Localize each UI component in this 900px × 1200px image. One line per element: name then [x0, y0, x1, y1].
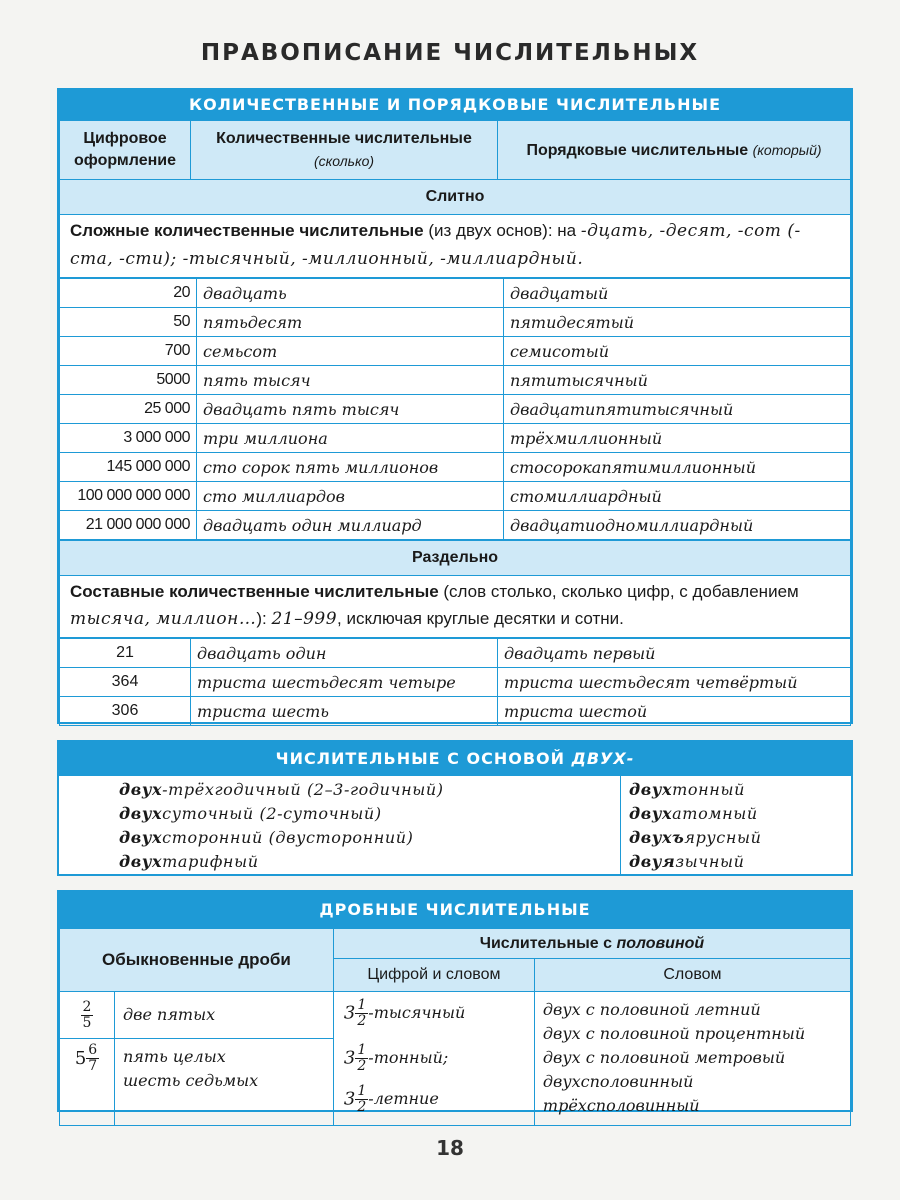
- cardinal-cell: три миллиона: [197, 424, 504, 453]
- ordinal-cell: триста шестой: [498, 697, 851, 726]
- dvukh-stem: двух: [119, 780, 163, 799]
- table-row: [60, 697, 851, 726]
- number-cell: 306: [60, 697, 191, 726]
- word-example: двухсполовинный: [542, 1072, 694, 1091]
- together-label: Слитно: [60, 180, 851, 215]
- word-example: трёхсполовинный: [542, 1096, 700, 1115]
- ordinal-cell: семисотый: [504, 337, 851, 366]
- ordinal-cell: стомиллиардный: [504, 482, 851, 511]
- number-cell: 3 000 000: [60, 424, 197, 453]
- table-row: [60, 482, 851, 511]
- cardinal-cell: сто сорок пять миллионов: [197, 453, 504, 482]
- number-cell: 145 000 000: [60, 453, 197, 482]
- number-cell: 5000: [60, 366, 197, 395]
- digit-word-item: [344, 998, 528, 1029]
- dvukh-word: [629, 850, 851, 874]
- table-row: [60, 639, 851, 668]
- number-cell: 364: [60, 668, 191, 697]
- dvukh-stem: двух: [629, 780, 673, 799]
- ordinal-cell: двадцатый: [504, 279, 851, 308]
- denominator: 2: [357, 1058, 367, 1074]
- ordinal-cell: стосорокапятимиллионный: [504, 453, 851, 482]
- digit-word-examples: [333, 992, 534, 1126]
- whole-part: 3: [343, 1002, 356, 1024]
- number-cell: 50: [60, 308, 197, 337]
- dvukh-stem: двуя: [629, 852, 676, 871]
- fraction: [355, 1043, 368, 1074]
- number-cell: 25 000: [60, 395, 197, 424]
- number-cell: 20: [60, 279, 197, 308]
- table-row: [60, 308, 851, 337]
- whole-part: 3: [343, 1047, 356, 1069]
- dvukh-right-list: [621, 776, 851, 874]
- ordinal-cell: трёхмиллионный: [504, 424, 851, 453]
- table-row: [60, 337, 851, 366]
- dvukh-stem-table: [57, 740, 853, 876]
- ordinal-cell: триста шестьдесят четвёртый: [498, 668, 851, 697]
- digit-word-item: [344, 1084, 528, 1115]
- page-title: ПРАВОПИСАНИЕ ЧИСЛИТЕЛЬНЫХ: [200, 40, 700, 66]
- ordinal-cell: двадцатиодномиллиардный: [504, 511, 851, 540]
- number-cell: 21 000 000 000: [60, 511, 197, 540]
- dvukh-rest: -трёхгодичный (2–3-годичный): [162, 780, 444, 799]
- ordinal-cell: двадцатипятитысячный: [504, 395, 851, 424]
- column-header-ordinal: Порядковые числительные (который): [498, 121, 851, 180]
- dvukh-rest: тарифный: [162, 852, 259, 871]
- dvukh-stem: двух: [119, 828, 163, 847]
- separate-label: Раздельно: [60, 541, 851, 576]
- word-example: двух с половиной процентный: [542, 1024, 806, 1043]
- cardinal-cell: двадцать один миллиард: [197, 511, 504, 540]
- digit-word-item: [344, 1043, 528, 1074]
- section-title: ЧИСЛИТЕЛЬНЫЕ С ОСНОВОЙ ДВУХ-: [59, 742, 851, 776]
- table-row: [60, 366, 851, 395]
- section-title: ДРОБНЫЕ ЧИСЛИТЕЛЬНЫЕ: [59, 892, 851, 928]
- numerator: 1: [357, 1042, 367, 1058]
- dvukh-stem: двух: [119, 852, 163, 871]
- dvukh-rest: ярусный: [684, 828, 762, 847]
- fraction-2-5: $\frac{2}{5}$: [60, 992, 115, 1039]
- cardinal-ordinal-table: [57, 88, 853, 724]
- fraction: [355, 998, 368, 1029]
- fraction-5-6-7: 5 $\frac{6}{7}$: [60, 1039, 115, 1126]
- numerator: 1: [357, 1083, 367, 1099]
- suffix: -летние: [368, 1089, 439, 1108]
- denominator: 2: [357, 1099, 367, 1115]
- suffix: -тысячный: [368, 1003, 466, 1022]
- cardinal-cell: триста шесть: [191, 697, 498, 726]
- column-header-with-half: Числительные с половиной: [333, 929, 850, 959]
- suffix: -тонный;: [368, 1048, 449, 1067]
- dvukh-word: [119, 778, 620, 802]
- page-number: 18: [436, 1136, 464, 1160]
- table-row: [60, 395, 851, 424]
- dvukh-left-list: [59, 776, 621, 874]
- together-rule: Сложные количественные числительные (из двух основ): на -дцать, -десят, -сот (-ста, -сти); -тысячный, -миллионный, -миллиардный.: [60, 215, 851, 278]
- dvukh-stem: двухъ: [629, 828, 685, 847]
- cardinal-cell: сто миллиардов: [197, 482, 504, 511]
- numerator: 1: [357, 997, 367, 1013]
- dvukh-word: [119, 850, 620, 874]
- dvukh-word: [629, 802, 851, 826]
- table-row: [60, 453, 851, 482]
- table-row: [60, 511, 851, 540]
- column-header-common-fractions: Обыкновенные дроби: [60, 929, 334, 992]
- cardinal-cell: пять тысяч: [197, 366, 504, 395]
- dvukh-word: [629, 778, 851, 802]
- fraction-5-6-7-words: пять целых шесть седьмых: [115, 1039, 334, 1126]
- ordinal-cell: двадцать первый: [498, 639, 851, 668]
- denominator: 2: [357, 1013, 367, 1029]
- separate-rule: Составные количественные числительные (слов столько, сколько цифр, с добавлением тысяча, миллион…): 21–999, исключая круглые десятки и сотни.: [60, 576, 851, 638]
- column-header-digit: Цифровое оформление: [60, 121, 191, 180]
- cardinal-cell: семьсот: [197, 337, 504, 366]
- ordinal-cell: пятидесятый: [504, 308, 851, 337]
- dvukh-rest: тонный: [672, 780, 745, 799]
- cardinal-cell: триста шестьдесят четыре: [191, 668, 498, 697]
- section-title: КОЛИЧЕСТВЕННЫЕ И ПОРЯДКОВЫЕ ЧИСЛИТЕЛЬНЫЕ: [59, 90, 851, 120]
- dvukh-rest: атомный: [672, 804, 758, 823]
- column-header-digit-word: Цифрой и словом: [333, 959, 534, 992]
- word-example: двух с половиной метровый: [542, 1048, 786, 1067]
- table-row: [60, 279, 851, 308]
- fractional-table: [57, 890, 853, 1115]
- cardinal-cell: двадцать: [197, 279, 504, 308]
- table-row: [60, 668, 851, 697]
- column-header-word: Словом: [534, 959, 850, 992]
- number-cell: 100 000 000 000: [60, 482, 197, 511]
- number-cell: 700: [60, 337, 197, 366]
- word-examples: [534, 992, 850, 1126]
- dvukh-rest: зычный: [675, 852, 745, 871]
- number-cell: 21: [60, 639, 191, 668]
- fraction-2-5-words: две пятых: [115, 992, 334, 1039]
- dvukh-rest: сторонний (двусторонний): [162, 828, 414, 847]
- whole-part: 3: [343, 1088, 356, 1110]
- dvukh-word: [119, 826, 620, 850]
- cardinal-cell: двадцать пять тысяч: [197, 395, 504, 424]
- cardinal-cell: двадцать один: [191, 639, 498, 668]
- column-header-cardinal: Количественные числительные (сколько): [191, 121, 498, 180]
- table-row: [60, 424, 851, 453]
- dvukh-word: [629, 826, 851, 850]
- dvukh-word: [119, 802, 620, 826]
- dvukh-rest: суточный (2-суточный): [162, 804, 382, 823]
- dvukh-stem: двух: [119, 804, 163, 823]
- word-example: двух с половиной летний: [542, 1000, 761, 1019]
- ordinal-cell: пятитысячный: [504, 366, 851, 395]
- cardinal-cell: пятьдесят: [197, 308, 504, 337]
- dvukh-stem: двух: [629, 804, 673, 823]
- fraction: [355, 1084, 368, 1115]
